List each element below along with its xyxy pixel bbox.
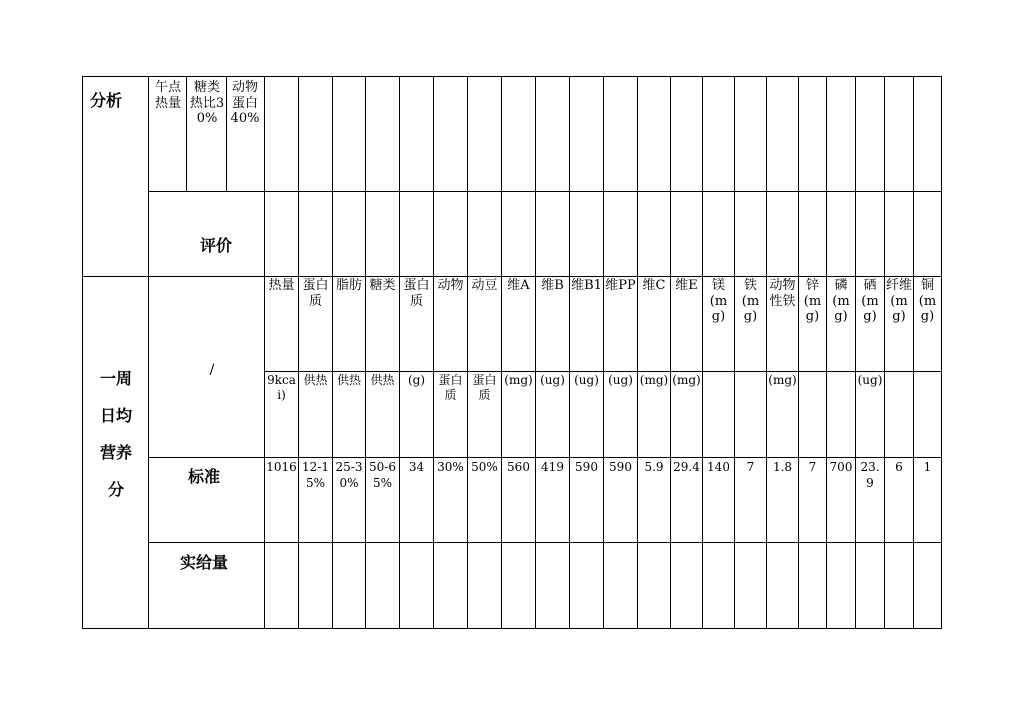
table-right-border — [941, 76, 942, 629]
nutrient-header-cell: 镁(mg) — [709, 278, 728, 324]
actual-amount-label: 实给量 — [180, 553, 229, 572]
unit-cell: (mg) — [672, 373, 701, 387]
unit-cell: 蛋白质 — [438, 373, 463, 402]
nutrient-header-cell: 磷(mg) — [832, 278, 850, 324]
standard-value-cell: 700 — [829, 460, 853, 474]
evaluation-label: 评价 — [200, 236, 233, 255]
nutrient-header-cell: 动豆 — [471, 278, 498, 293]
grid-line-vertical — [702, 76, 703, 629]
grid-line-vertical — [603, 76, 604, 629]
unit-cell: (mg) — [768, 373, 797, 387]
grid-line-vertical — [467, 76, 468, 629]
standard-value-cell: 25-30% — [335, 460, 363, 490]
grid-line-vertical — [226, 76, 227, 192]
afternoon-heat-label: 午点热量 — [154, 80, 181, 111]
standard-value-cell: 1.8 — [772, 460, 793, 474]
nutrient-header-cell: 蛋白质 — [302, 278, 329, 309]
grid-line-vertical — [399, 76, 400, 629]
grid-line-vertical — [798, 76, 799, 629]
standard-label: 标准 — [188, 467, 221, 486]
unit-cell — [800, 373, 825, 456]
unit-cell: (ug) — [608, 373, 633, 387]
standard-value-cell: 140 — [707, 460, 730, 474]
nutrient-header-cell: 锌(mg) — [803, 278, 822, 324]
nutrient-header-cell: 铜(mg) — [918, 278, 937, 324]
standard-value-cell: 34 — [408, 460, 425, 474]
grid-line-vertical — [884, 76, 885, 629]
standard-value-cell: 50% — [471, 460, 498, 474]
unit-cell: 供热 — [370, 373, 395, 387]
grid-line-vertical — [734, 76, 735, 629]
unit-cell: (ug) — [574, 373, 599, 387]
grid-line-vertical — [855, 76, 856, 629]
unit-cell — [828, 373, 854, 456]
grid-line-horizontal — [148, 191, 942, 192]
grid-line-vertical — [332, 76, 333, 629]
grid-line-vertical — [186, 76, 187, 192]
standard-value-cell: 50-65% — [369, 460, 396, 490]
nutrient-header-cell: 纤维(mg) — [886, 278, 912, 324]
unit-cell — [886, 373, 912, 456]
unit-cell: (mg) — [639, 373, 669, 387]
grid-line-vertical — [148, 76, 149, 629]
unit-cell: (ug) — [540, 373, 565, 387]
unit-cell: (ug) — [857, 373, 883, 387]
sugar-heat-ratio-label: 糖类热比30% — [189, 80, 225, 126]
grid-line-vertical — [501, 76, 502, 629]
grid-line-vertical — [913, 76, 914, 629]
nutrient-header-cell: 热量 — [268, 278, 295, 293]
grid-line-vertical — [535, 76, 536, 629]
unit-cell: 9kcai) — [267, 373, 296, 402]
nutrient-header-cell: 维B1 — [571, 278, 602, 293]
standard-value-cell: 29.4 — [673, 460, 700, 474]
nutrient-header-cell: 维E — [675, 278, 698, 293]
nutrient-header-cell: 维B — [541, 278, 564, 293]
standard-value-cell: 590 — [609, 460, 632, 474]
standard-value-cell: 23.9 — [860, 460, 880, 490]
grid-line-vertical — [264, 76, 265, 629]
nutrient-header-cell: 蛋白质 — [403, 278, 430, 309]
grid-line-vertical — [670, 76, 671, 629]
unit-cell — [704, 373, 733, 456]
nutrient-header-cell: 糖类 — [369, 278, 396, 293]
table-bottom-border — [82, 628, 942, 629]
table-left-border — [82, 76, 83, 629]
standard-value-cell: 1 — [923, 460, 932, 474]
grid-line-vertical — [826, 76, 827, 629]
grid-line-vertical — [298, 76, 299, 629]
nutrient-header-cell: 动物性铁 — [769, 278, 796, 309]
nutrient-header-cell: 维C — [642, 278, 666, 293]
nutrient-header-cell: 维A — [507, 278, 530, 293]
standard-value-cell: 590 — [575, 460, 598, 474]
weekly-nutrition-label: 一周日均营养分 — [99, 369, 132, 499]
slash-mark: / — [209, 362, 215, 378]
standard-value-cell: 6 — [895, 460, 903, 474]
table-top-border — [82, 76, 942, 77]
grid-line-horizontal — [82, 276, 942, 277]
standard-value-cell: 7 — [808, 460, 817, 474]
analysis-label: 分析 — [90, 91, 123, 110]
grid-line-horizontal — [148, 457, 942, 458]
grid-line-vertical — [637, 76, 638, 629]
standard-value-cell: 419 — [541, 460, 564, 474]
standard-value-cell: 5.9 — [644, 460, 664, 474]
standard-value-cell: 1016 — [266, 460, 297, 474]
nutrient-header-cell: 维PP — [605, 278, 636, 293]
grid-line-vertical — [365, 76, 366, 629]
nutrient-header-cell: 硒(mg) — [861, 278, 879, 324]
nutrient-header-cell: 铁(mg) — [741, 278, 760, 324]
standard-value-cell: 30% — [437, 460, 464, 474]
grid-line-horizontal — [148, 542, 942, 543]
nutrient-header-cell: 动物 — [437, 278, 464, 293]
grid-line-vertical — [569, 76, 570, 629]
unit-cell: (g) — [407, 373, 426, 387]
unit-cell: (mg) — [504, 373, 533, 387]
animal-protein-label: 动物蛋白40% — [230, 80, 260, 126]
grid-line-vertical — [766, 76, 767, 629]
standard-value-cell: 560 — [507, 460, 530, 474]
unit-cell — [915, 373, 940, 456]
unit-cell: 供热 — [303, 373, 328, 387]
standard-value-cell: 7 — [746, 460, 755, 474]
unit-cell: 供热 — [336, 373, 361, 387]
grid-line-vertical — [433, 76, 434, 629]
unit-cell: 蛋白质 — [472, 373, 497, 402]
unit-cell — [736, 373, 765, 456]
nutrient-header-cell: 脂肪 — [335, 278, 362, 293]
standard-value-cell: 12-15% — [302, 460, 329, 490]
